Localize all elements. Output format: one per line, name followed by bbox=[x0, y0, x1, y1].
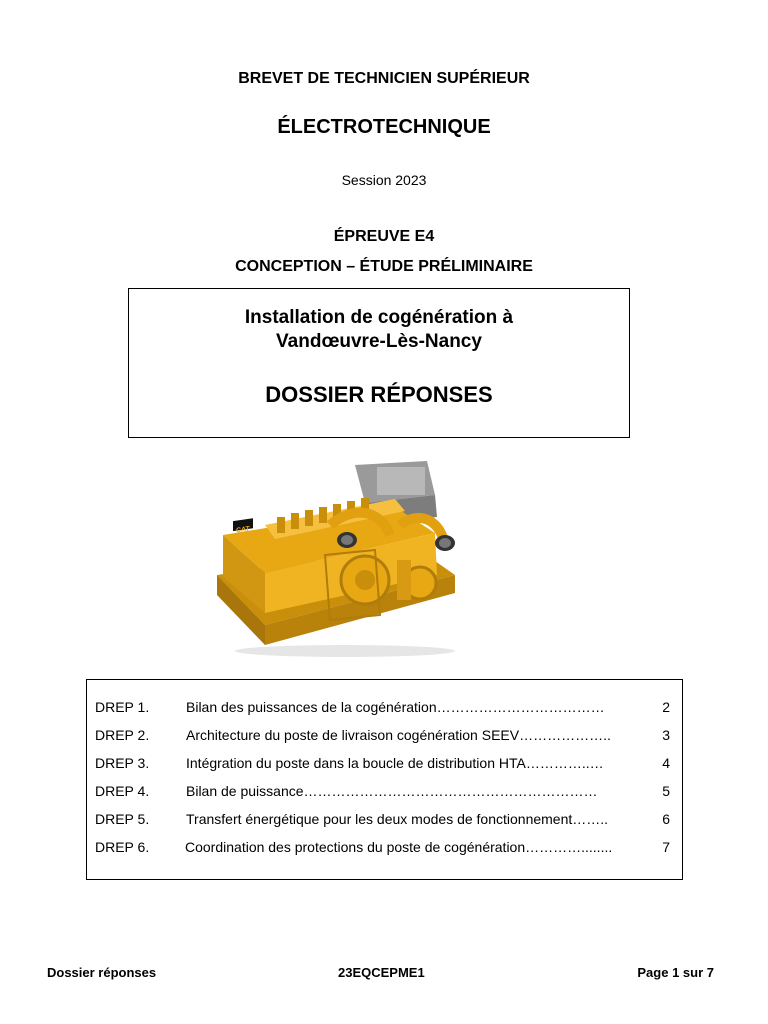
toc-page: 3 bbox=[662, 727, 670, 743]
dossier-title: DOSSIER RÉPONSES bbox=[265, 382, 493, 407]
toc-page: 7 bbox=[662, 839, 670, 855]
toc-page: 6 bbox=[662, 811, 670, 827]
toc-code: DREP 1. bbox=[95, 699, 150, 715]
footer-page-number: Page 1 sur 7 bbox=[637, 965, 714, 980]
toc-row bbox=[95, 727, 670, 745]
toc-text: Transfert énergétique pour les deux modes de fonctionnement…….. bbox=[186, 811, 609, 827]
footer-reference: 23EQCEPME1 bbox=[338, 965, 425, 980]
toc-text: Intégration du poste dans la boucle de distribution HTA…………..… bbox=[186, 755, 604, 771]
conception-label: CONCEPTION – ÉTUDE PRÉLIMINAIRE bbox=[235, 258, 533, 275]
toc-code: DREP 6. bbox=[95, 839, 150, 855]
toc-code: DREP 2. bbox=[95, 727, 150, 743]
toc-page: 2 bbox=[662, 699, 670, 715]
title-line-1: Installation de cogénération à bbox=[244, 307, 514, 328]
session-label: Session 2023 bbox=[341, 172, 427, 188]
title-line-2: Vandœuvre-Lès-Nancy bbox=[276, 331, 482, 352]
exam-title: BREVET DE TECHNICIEN SUPÉRIEUR bbox=[238, 70, 530, 87]
footer-document-type: Dossier réponses bbox=[47, 965, 157, 980]
toc-row bbox=[95, 699, 670, 717]
toc-code: DREP 5. bbox=[95, 811, 150, 827]
cat-logo: CAT bbox=[236, 525, 250, 535]
epreuve-label: ÉPREUVE E4 bbox=[333, 228, 435, 245]
toc-text: Bilan des puissances de la cogénération……………………………… bbox=[186, 699, 605, 715]
generator-engine-illustration bbox=[205, 455, 473, 660]
toc-page: 4 bbox=[662, 755, 670, 771]
table-of-contents bbox=[86, 679, 683, 880]
toc-row bbox=[95, 811, 670, 829]
specialty-title: ÉLECTROTECHNIQUE bbox=[277, 116, 491, 138]
toc-page: 5 bbox=[662, 783, 670, 799]
toc-text: Coordination des protections du poste de cogénération…………........ bbox=[185, 839, 613, 855]
toc-row bbox=[95, 755, 670, 773]
title-box bbox=[128, 288, 630, 438]
toc-code: DREP 4. bbox=[95, 783, 150, 799]
toc-code: DREP 3. bbox=[95, 755, 150, 771]
toc-row bbox=[95, 783, 670, 801]
toc-text: Bilan de puissance……………………………………………………… bbox=[186, 783, 598, 799]
toc-text: Architecture du poste de livraison cogénération SEEV……………….. bbox=[186, 727, 611, 743]
toc-row bbox=[95, 839, 670, 857]
